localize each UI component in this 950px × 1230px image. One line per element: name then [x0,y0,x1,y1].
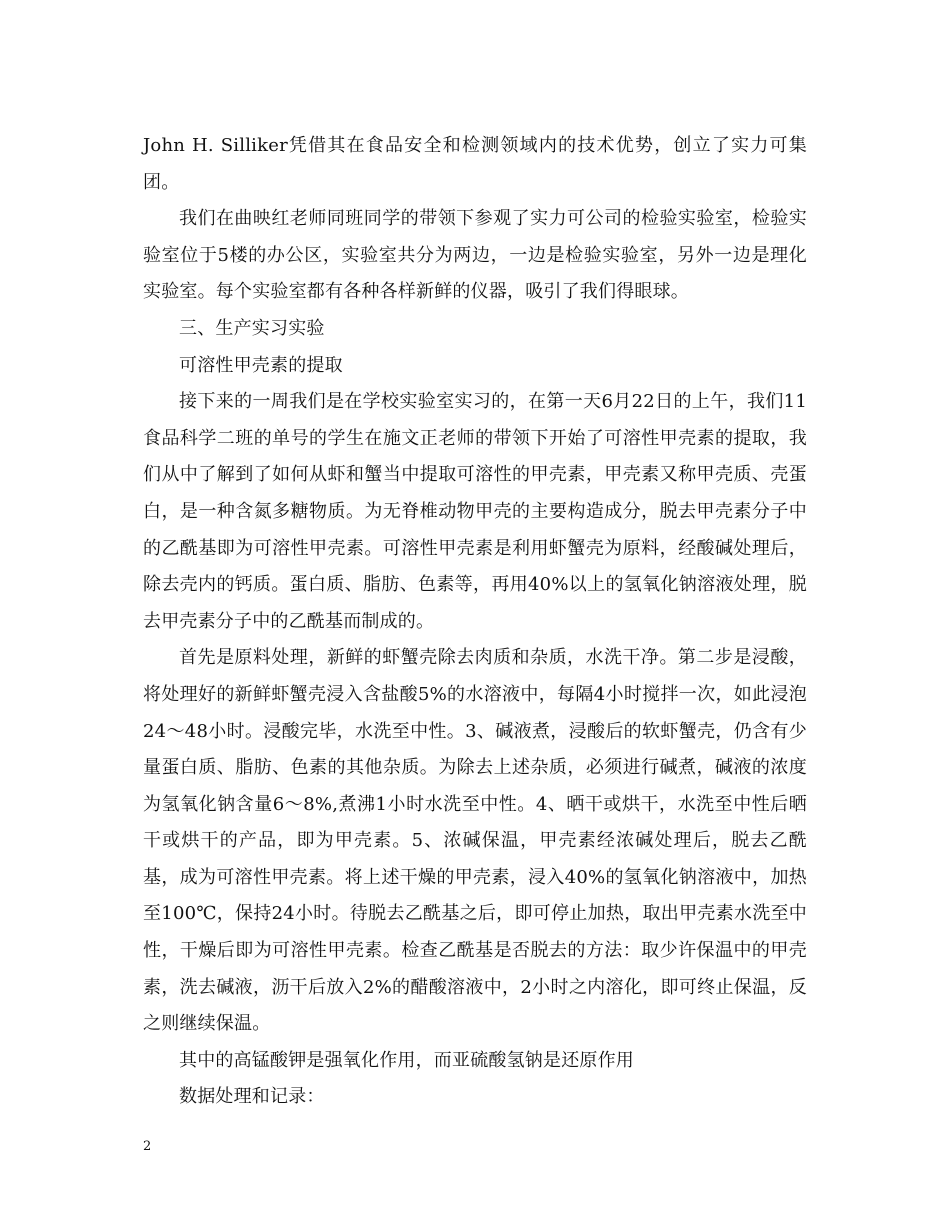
subsection-heading: 可溶性甲壳素的提取 [179,354,343,376]
paragraph-lab-visit: 我们在曲映红老师同班同学的带领下参观了实力可公司的检验实验室，检验实验室位于5楼的办公区，实验室共分为两边，一边是检验实验室，另外一边是理化实验室。每个实验室都有各种各样新鲜的仪器，吸引了我们得眼球。 [143,208,807,303]
paragraph-reagents: 其中的高锰酸钾是强氧化作用，而亚硫酸氢钠是还原作用 [179,1049,634,1071]
paragraph-chitin-intro: 接下来的一周我们是在学校实验室实习的，在第一天6月22日的上午，我们11食品科学二班的单号的学生在施文正老师的带领下开始了可溶性甲壳素的提取，我们从中了解到了如何从虾和蟹当中提取可溶性的甲壳素，甲壳素又称甲壳质、壳蛋白，是一种含氮多糖物质。为无脊椎动物甲壳的主要构造成分，脱去甲壳素分子中的乙酰基即为可溶性甲壳素。可溶性甲壳素是利用虾蟹壳为原料，经酸碱处理后，除去壳内的钙质。蛋白质、脂肪、色素等，再用40%以上的氢氧化钠溶液处理，脱去甲壳素分子中的乙酰基而制成的。 [143,391,807,632]
section-heading: 三、生产实习实验 [179,317,325,339]
paragraph-procedure: 首先是原料处理，新鲜的虾蟹壳除去肉质和杂质，水洗干净。第二步是浸酸，将处理好的新鲜虾蟹壳浸入含盐酸5%的水溶液中，每隔4小时搅拌一次，如此浸泡24～48小时。浸酸完毕，水洗至中性。3、碱液煮，浸酸后的软虾蟹壳，仍含有少量蛋白质、脂肪、色素的其他杂质。为除去上述杂质，必须进行碱煮，碱液的浓度为氢氧化钠含量6～8%,煮沸1小时水洗至中性。4、晒干或烘干，水洗至中性后晒干或烘干的产品，即为甲壳素。5、浓碱保温，甲壳素经浓碱处理后，脱去乙酰基，成为可溶性甲壳素。将上述干燥的甲壳素，浸入40%的氢氧化钠溶液中，加热至100℃，保持24小时。待脱去乙酰基之后，即可停止加热，取出甲壳素水洗至中性，干燥后即为可溶性甲壳素。检查乙酰基是否脱去的方法：取少许保温中的甲壳素，洗去碱液，沥干后放入2%的醋酸溶液中，2小时之内溶化，即可终止保温，反之则继续保温。 [143,647,807,1035]
paragraph-data-heading: 数据处理和记录： [179,1086,325,1108]
page-number: 2 [143,1139,152,1154]
paragraph-intro: John H. Silliker凭借其在食品安全和检测领域内的技术优势，创立了实力可集团。 [143,135,807,193]
document-body [143,128,807,1116]
